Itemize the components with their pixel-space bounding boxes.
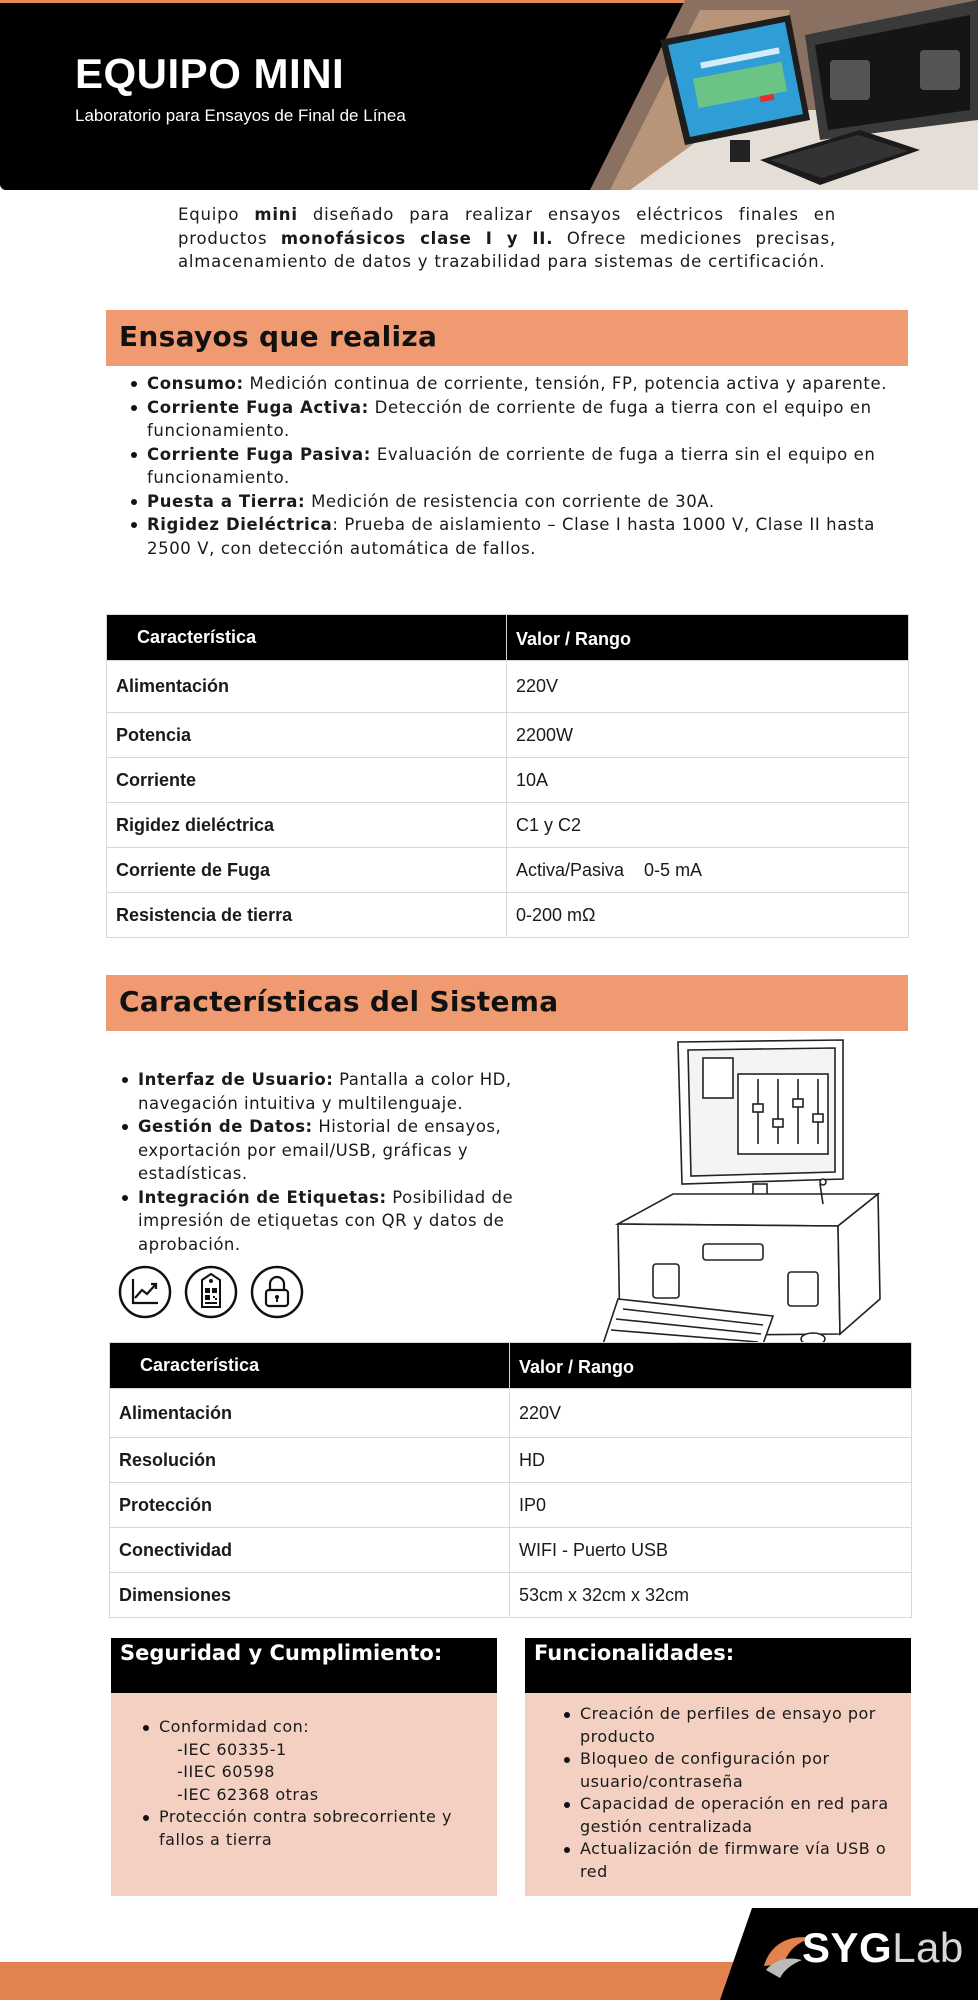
table-row [107, 893, 909, 938]
table-cell-value: WIFI - Puerto USB [510, 1528, 912, 1573]
page-title: EQUIPO MINI [75, 50, 345, 97]
table-cell-value: 53cm x 32cm x 32cm [510, 1573, 912, 1618]
qr-tag-icon [184, 1265, 238, 1319]
table-row [110, 1528, 912, 1573]
list-item: Conformidad con: -IEC 60335-1 -IIEC 60598 -IEC 62368 otras [141, 1716, 481, 1806]
list-item: Corriente Fuga Activa: Detección de corriente de fuga a tierra con el equipo en funcionamiento. [129, 396, 904, 443]
brand-logo: SYGLab [802, 1924, 964, 1971]
list-item: Capacidad de operación en red para gestión centralizada [562, 1793, 902, 1838]
functions-heading: Funcionalidades: [534, 1641, 735, 1665]
table-row [110, 1573, 912, 1618]
list-item: Actualización de firmware vía USB o red [562, 1838, 902, 1883]
column-header: Valor / Rango [510, 1343, 912, 1389]
table-row [107, 803, 909, 848]
table-row [107, 848, 909, 893]
safety-list [141, 1716, 481, 1851]
table-cell-key: Corriente [107, 758, 507, 803]
safety-box-header [111, 1638, 497, 1693]
standard-item: -IEC 62368 otras [177, 1784, 319, 1804]
list-item: Interfaz de Usuario: Pantalla a color HD, navegación intuitiva y multilenguaje. [120, 1068, 550, 1115]
tests-list [129, 372, 904, 560]
tests-section-heading: Ensayos que realiza [119, 320, 438, 353]
padlock-icon [250, 1265, 304, 1319]
table-cell-key: Corriente de Fuga [107, 848, 507, 893]
table-row [107, 661, 909, 713]
list-item: Protección contra sobrecorriente y fallos a tierra [141, 1806, 481, 1851]
table-cell-value: 2200W [507, 713, 909, 758]
table-cell-key: Potencia [107, 713, 507, 758]
page-subtitle: Laboratorio para Ensayos de Final de Línea [75, 106, 406, 125]
table-row [107, 758, 909, 803]
table-row [110, 1389, 912, 1438]
list-item: Gestión de Datos: Historial de ensayos, exportación por email/USB, gráficas y estadísticas. [120, 1115, 550, 1186]
table-cell-value: 220V [507, 661, 909, 713]
list-item: Creación de perfiles de ensayo por producto [562, 1703, 902, 1748]
standard-item: -IEC 60335-1 [177, 1739, 287, 1759]
table-row [110, 1438, 912, 1483]
table-cell-value: 10A [507, 758, 909, 803]
column-header: Característica [107, 615, 507, 661]
table-cell-value: C1 y C2 [507, 803, 909, 848]
footer-logo-area [712, 1908, 978, 2000]
functions-box-header [525, 1638, 911, 1693]
chart-trend-icon [118, 1265, 172, 1319]
list-item: Rigidez Dieléctrica: Prueba de aislamiento – Clase I hasta 1000 V, Clase II hasta 2500 V, con detección automática de fallos. [129, 513, 904, 560]
table-cell-value: 0-200 mΩ [507, 893, 909, 938]
system-section-heading: Características del Sistema [119, 985, 559, 1018]
list-item: Bloqueo de configuración por usuario/contraseña [562, 1748, 902, 1793]
table-cell-value: 220V [510, 1389, 912, 1438]
table-header-row [110, 1343, 912, 1389]
table-row [110, 1483, 912, 1528]
list-item: Puesta a Tierra: Medición de resistencia con corriente de 30A. [129, 490, 904, 514]
table-cell-value: HD [510, 1438, 912, 1483]
tests-section-banner [106, 310, 908, 366]
column-header: Característica [110, 1343, 510, 1389]
standard-item: -IIEC 60598 [177, 1762, 275, 1781]
table-cell-key: Alimentación [110, 1389, 510, 1438]
list-item: Consumo: Medición continua de corriente, tensión, FP, potencia activa y aparente. [129, 372, 904, 396]
table-header-row [107, 615, 909, 661]
system-features-list [120, 1068, 550, 1256]
table-cell-value: IP0 [510, 1483, 912, 1528]
safety-heading: Seguridad y Cumplimiento: [120, 1641, 443, 1665]
list-item: Integración de Etiquetas: Posibilidad de impresión de etiquetas con QR y datos de aprobación. [120, 1186, 550, 1257]
table-cell-key: Resistencia de tierra [107, 893, 507, 938]
equipment-photo [590, 0, 978, 190]
table-cell-value: Activa/Pasiva 0-5 mA [507, 848, 909, 893]
list-item: Corriente Fuga Pasiva: Evaluación de corriente de fuga a tierra sin el equipo en funcionamiento. [129, 443, 904, 490]
table-cell-key: Alimentación [107, 661, 507, 713]
column-header: Valor / Rango [507, 615, 909, 661]
header-banner [0, 0, 978, 190]
system-section-banner [106, 975, 908, 1031]
specs-table-1 [106, 614, 909, 938]
device-sketch-illustration [578, 1034, 908, 1344]
table-cell-key: Conectividad [110, 1528, 510, 1573]
table-cell-key: Rigidez dieléctrica [107, 803, 507, 848]
table-cell-key: Protección [110, 1483, 510, 1528]
specs-table-2 [109, 1342, 912, 1618]
functions-list [562, 1703, 902, 1883]
intro-paragraph: Equipo mini diseñado para realizar ensayos eléctricos finales en productos monofásicos clase I y II. Ofrece mediciones precisas, almacenamiento de datos y trazabilidad para sistemas de certificación. [178, 205, 836, 271]
table-cell-key: Resolución [110, 1438, 510, 1483]
table-cell-key: Dimensiones [110, 1573, 510, 1618]
functions-box [525, 1638, 911, 1896]
safety-compliance-box [111, 1638, 497, 1896]
table-row [107, 713, 909, 758]
